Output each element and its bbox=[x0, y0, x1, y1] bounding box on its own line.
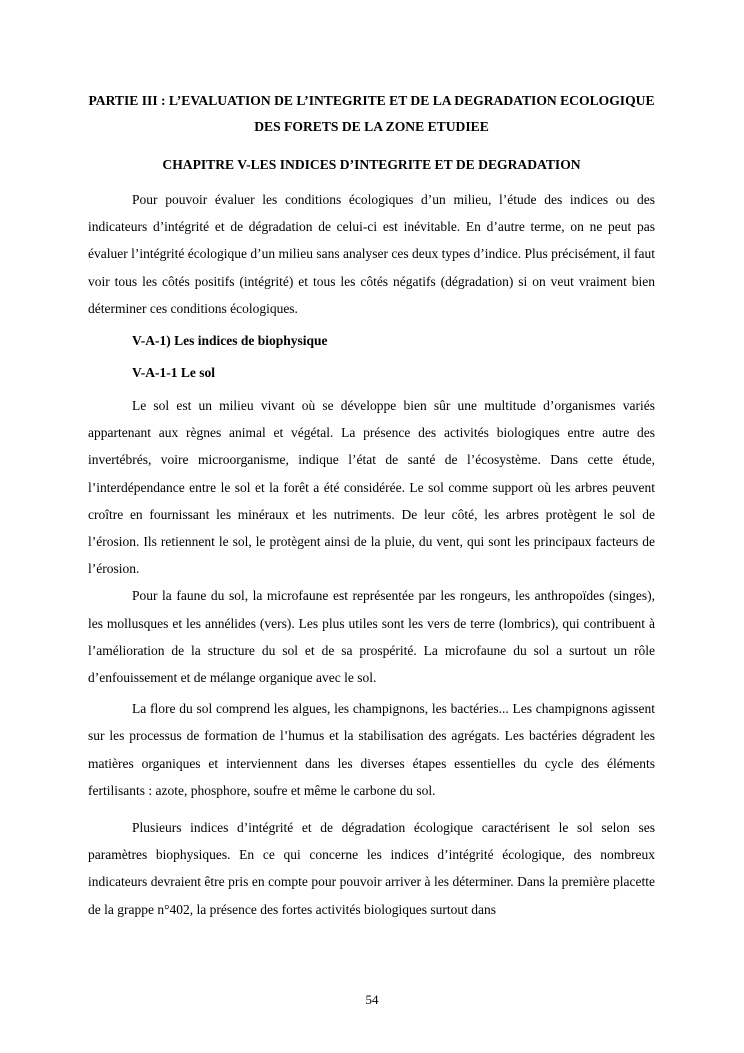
part-title: PARTIE III : L’EVALUATION DE L’INTEGRITE ET DE LA DEGRADATION ECOLOGIQUE DES FORETS DE LA ZONE ETUDIEE bbox=[88, 93, 655, 134]
paragraph-indices: Plusieurs indices d’intégrité et de dégradation écologique caractérisent le sol selon ses paramètres biophysiques. En ce qui concerne les indices d’intégrité écologique, des nombreux indicateurs devraient être pris en compte pour pouvoir arriver à les déterminer. Dans la première placette de la grappe n°402, la présence des fortes activités biologiques surtout dans bbox=[88, 820, 655, 917]
page-content bbox=[88, 88, 655, 923]
paragraph-fauna: Pour la faune du sol, la microfaune est représentée par les rongeurs, les anthropoïdes (singes), les mollusques et les annélides (vers). Les plus utiles sont les vers de terre (lombrics), qui contribuent à l’amélioration de la structure du sol et de sa prospérité. La microfaune du sol a surtout un rôle d’enfouissement et de mélange organique avec le sol. bbox=[88, 588, 655, 686]
subsection-heading: V-A-1-1 Le sol bbox=[132, 365, 215, 381]
paragraph-flora: La flore du sol comprend les algues, les champignons, les bactéries... Les champignons agissent sur les processus de formation de l’humus et la stabilisation des agrégats. Les bactéries dégradent les matières organiques et interviennent dans les diverses étapes essentielles du cycle des éléments fertilisants : azote, phosphore, soufre et même le carbone du sol. bbox=[88, 701, 655, 798]
intro-paragraph: Pour pouvoir évaluer les conditions écologiques d’un milieu, l’étude des indices ou des indicateurs d’intégrité et de dégradation de celui-ci est inévitable. En d’autre terme, on ne peut pas évaluer l’intégrité écologique d’un milieu sans analyser ces deux types d’indice. Plus précisément, il faut voir tous les côtés positifs (intégrité) et tous les côtés négatifs (dégradation) si on veut vraiment bien déterminer ces conditions écologiques. bbox=[88, 192, 655, 316]
paragraph-soil: Le sol est un milieu vivant où se développe bien sûr une multitude d’organismes variés appartenant aux règnes animal et végétal. La présence des activités biologiques entre autre des invertébrés, voire microorganisme, indique l’état de santé de l’écosystème. Dans cette étude, l’interdépendance entre le sol et la forêt a été considérée. Le sol comme support où les arbres peuvent croître en fournissant les minéraux et les nutriments. De leur côté, les arbres protègent le sol de l’érosion. Ils retiennent le sol, le protègent ainsi de la pluie, du vent, qui sont les principaux facteurs de l’érosion. bbox=[88, 398, 655, 577]
page-number: 54 bbox=[365, 992, 379, 1007]
section-heading: V-A-1) Les indices de biophysique bbox=[132, 333, 328, 349]
chapter-title: CHAPITRE V-LES INDICES D’INTEGRITE ET DE DEGRADATION bbox=[162, 157, 581, 172]
